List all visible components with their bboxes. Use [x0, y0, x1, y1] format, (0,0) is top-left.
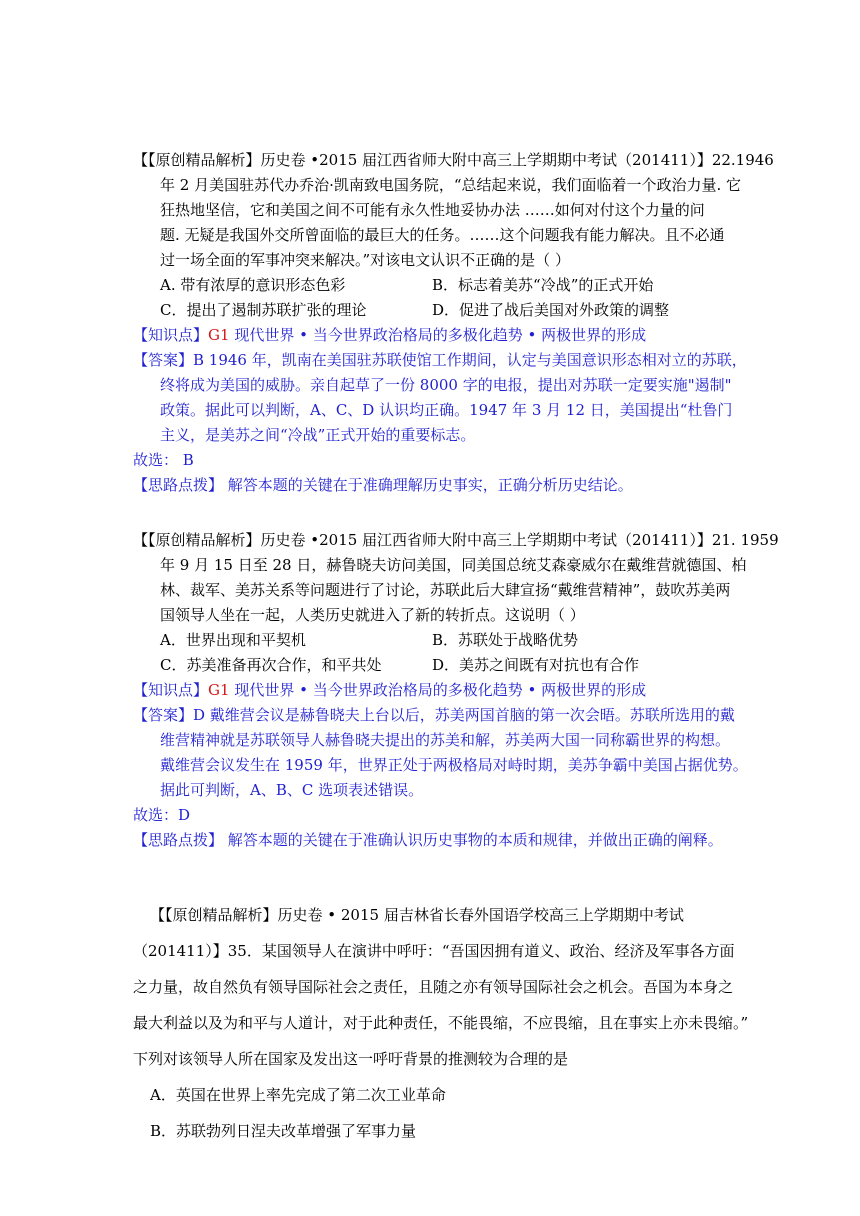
- q1-answer-line-1: [133, 350, 747, 370]
- q1-line-2: 年 2 月美国驻苏代办乔治·凯南致电国务院，“总结起来说，我们面临着一个政治力量. 它: [160, 176, 742, 194]
- q1-answer-line-3: 政策。据此可以判断，A、C、D 认识均正确。1947 年 3 月 12 日，美国提出“杜鲁门: [160, 401, 733, 419]
- tip-text: 解答本题的关键在于准确认识历史事物的本质和规律，并做出正确的阐释。: [223, 831, 723, 849]
- q2-line-2: 年 9 月 15 日至 28 日，赫鲁晓夫访问美国，同美国总统艾森豪威尔在戴维营就德国、柏: [160, 556, 747, 574]
- q1-tip: [133, 475, 633, 495]
- q1-line-4: 题. 无疑是我国外交所曾面临的最巨大的任务。……这个问题我有能力解决。且不必通: [160, 226, 725, 244]
- q2-answer-line-1: [133, 705, 735, 725]
- q2-choice: 故选：D: [133, 806, 191, 824]
- q1-knowledge-point: [133, 325, 646, 345]
- q3-line-5: 下列对该领导人所在国家及发出这一呼吁背景的推测较为合理的是: [133, 1050, 569, 1068]
- q2-option-d: D．美苏之间既有对抗也有合作: [432, 656, 640, 674]
- q2-answer-line-4: 据此可判断，A、B、C 选项表述错误。: [160, 781, 424, 799]
- q2-line-3: 林、裁军、美苏关系等问题进行了讨论，苏联此后大肆宣扬“戴维营精神”，鼓吹苏美两: [160, 581, 731, 599]
- q1-answer-line-4: 主义，是美苏之间“冷战”正式开始的重要标志。: [160, 426, 476, 444]
- q2-answer-line-3: 戴维营会议发生在 1959 年，世界正处于两极格局对峙时期，美苏争霸中美国占据优势。: [160, 756, 748, 774]
- q3-option-b: B．苏联勃列日涅夫改革增强了军事力量: [150, 1122, 417, 1140]
- q3-line-4: 最大利益以及为和平与人道计，对于此种责任，不能畏缩，不应畏缩，且在事实上亦未畏缩。”: [133, 1014, 749, 1032]
- answer-label: 【答案】: [133, 706, 194, 724]
- q2-option-b: B．苏联处于战略优势: [432, 631, 579, 649]
- q2-line-4: 国领导人坐在一起，人类历史就进入了新的转折点。这说明（ ）: [160, 606, 585, 624]
- q1-option-b: B．标志着美苏“冷战”的正式开始: [432, 276, 654, 294]
- q2-option-c: C．苏美准备再次合作，和平共处: [160, 656, 382, 674]
- q1-choice: 故选： B: [133, 451, 194, 469]
- knowledge-label: 【知识点】: [133, 681, 209, 699]
- q1-line-5: 过一场全面的军事冲突来解决。”对该电文认识不正确的是（ ）: [160, 251, 570, 269]
- q2-knowledge-point: [133, 680, 646, 700]
- tip-label: 【思路点拨】: [133, 831, 224, 849]
- q2-tip: [133, 830, 723, 850]
- q1-option-d: D．促进了战后美国对外政策的调整: [432, 301, 670, 319]
- q1-option-c: C．提出了遏制苏联扩张的理论: [160, 301, 367, 319]
- q1-line-3: 狂热地坚信，它和美国之间不可能有永久性地妥协办法 ……如何对付这个力量的问: [160, 201, 705, 219]
- knowledge-text: 现代世界 • 当今世界政治格局的多极化趋势 • 两极世界的形成: [229, 681, 647, 699]
- answer-text: B 1946 年，凯南在美国驻苏联使馆工作期间，认定与美国意识形态相对立的苏联，: [193, 351, 747, 369]
- q3-option-a: A．英国在世界上率先完成了第二次工业革命: [150, 1086, 446, 1104]
- q3-line-1: 【【原创精品解析】历史卷 • 2015 届吉林省长春外国语学校高三上学期期中考试: [150, 906, 684, 924]
- q1-answer-line-2: 终将成为美国的威胁。亲自起草了一份 8000 字的电报，提出对苏联一定要实施"遏制": [160, 376, 732, 394]
- knowledge-code: G1: [208, 681, 230, 699]
- q3-line-3: 之力量，故自然负有领导国际社会之责任，且随之亦有领导国际社会之机会。吾国为本身之: [133, 978, 734, 996]
- q1-option-a: A. 带有浓厚的意识形态色彩: [160, 276, 346, 294]
- answer-text: D 戴维营会议是赫鲁晓夫上台以后，苏美两国首脑的第一次会晤。苏联所选用的戴: [193, 706, 735, 724]
- q2-answer-line-2: 维营精神就是苏联领导人赫鲁晓夫提出的苏美和解，苏美两大国一同称霸世界的构想。: [160, 731, 731, 749]
- q2-line-1: 【【原创精品解析】历史卷 •2015 届江西省师大附中高三上学期期中考试（201411）】21. 1959: [133, 531, 779, 549]
- knowledge-text: 现代世界 • 当今世界政治格局的多极化趋势 • 两极世界的形成: [229, 326, 647, 344]
- q1-line-1: 【【原创精品解析】历史卷 •2015 届江西省师大附中高三上学期期中考试（201411）】22.1946: [133, 151, 774, 169]
- knowledge-label: 【知识点】: [133, 326, 209, 344]
- knowledge-code: G1: [208, 326, 230, 344]
- q3-line-2: （201411）】35．某国领导人在演讲中呼吁：“吾国因拥有道义、政治、经济及军事各方面: [133, 942, 735, 960]
- answer-label: 【答案】: [133, 351, 194, 369]
- tip-text: 解答本题的关键在于准确理解历史事实，正确分析历史结论。: [223, 476, 633, 494]
- tip-label: 【思路点拨】: [133, 476, 224, 494]
- q2-option-a: A．世界出现和平契机: [160, 631, 306, 649]
